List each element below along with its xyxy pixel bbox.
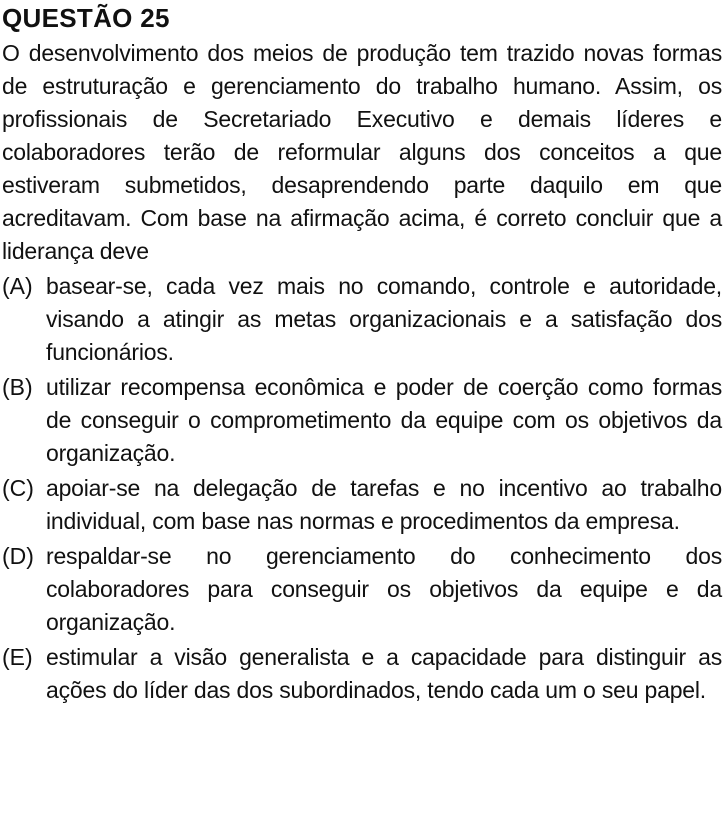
- option-text: basear-se, cada vez mais no comando, controle e autoridade, visando a atingir as metas organizacionais e a satisfação dos funcionários.: [46, 273, 722, 365]
- question-block: [2, 0, 722, 707]
- option-e[interactable]: [2, 641, 722, 707]
- option-b[interactable]: [2, 371, 722, 470]
- option-text: apoiar-se na delegação de tarefas e no incentivo ao trabalho individual, com base nas normas e procedimentos da empresa.: [46, 475, 722, 534]
- question-stem: O desenvolvimento dos meios de produção tem trazido novas formas de estruturação e gerenciamento do trabalho humano. Assim, os profissionais de Secretariado Executivo e demais líderes e colaboradores terão de reformular alguns dos conceitos a que estiveram submetidos, desaprendendo parte daquilo em que acreditavam. Com base na afirmação acima, é correto concluir que a liderança deve: [2, 40, 722, 264]
- option-letter: (B): [2, 374, 33, 400]
- option-letter: (D): [2, 543, 34, 569]
- option-text: utilizar recompensa econômica e poder de coerção como formas de conseguir o comprometimento da equipe com os objetivos da organização.: [46, 374, 722, 466]
- option-letter: (E): [2, 644, 33, 670]
- option-letter: (C): [2, 475, 34, 501]
- option-a[interactable]: [2, 270, 722, 369]
- option-c[interactable]: [2, 472, 722, 538]
- option-letter: (A): [2, 273, 33, 299]
- option-text: estimular a visão generalista e a capacidade para distinguir as ações do líder das dos subordinados, tendo cada um o seu papel.: [46, 644, 722, 703]
- option-text: respaldar-se no gerenciamento do conhecimento dos colaboradores para conseguir os objetivos da equipe e da organização.: [46, 543, 722, 635]
- answer-options: [2, 270, 722, 707]
- question-title: QUESTÃO 25: [2, 3, 170, 33]
- option-d[interactable]: [2, 540, 722, 639]
